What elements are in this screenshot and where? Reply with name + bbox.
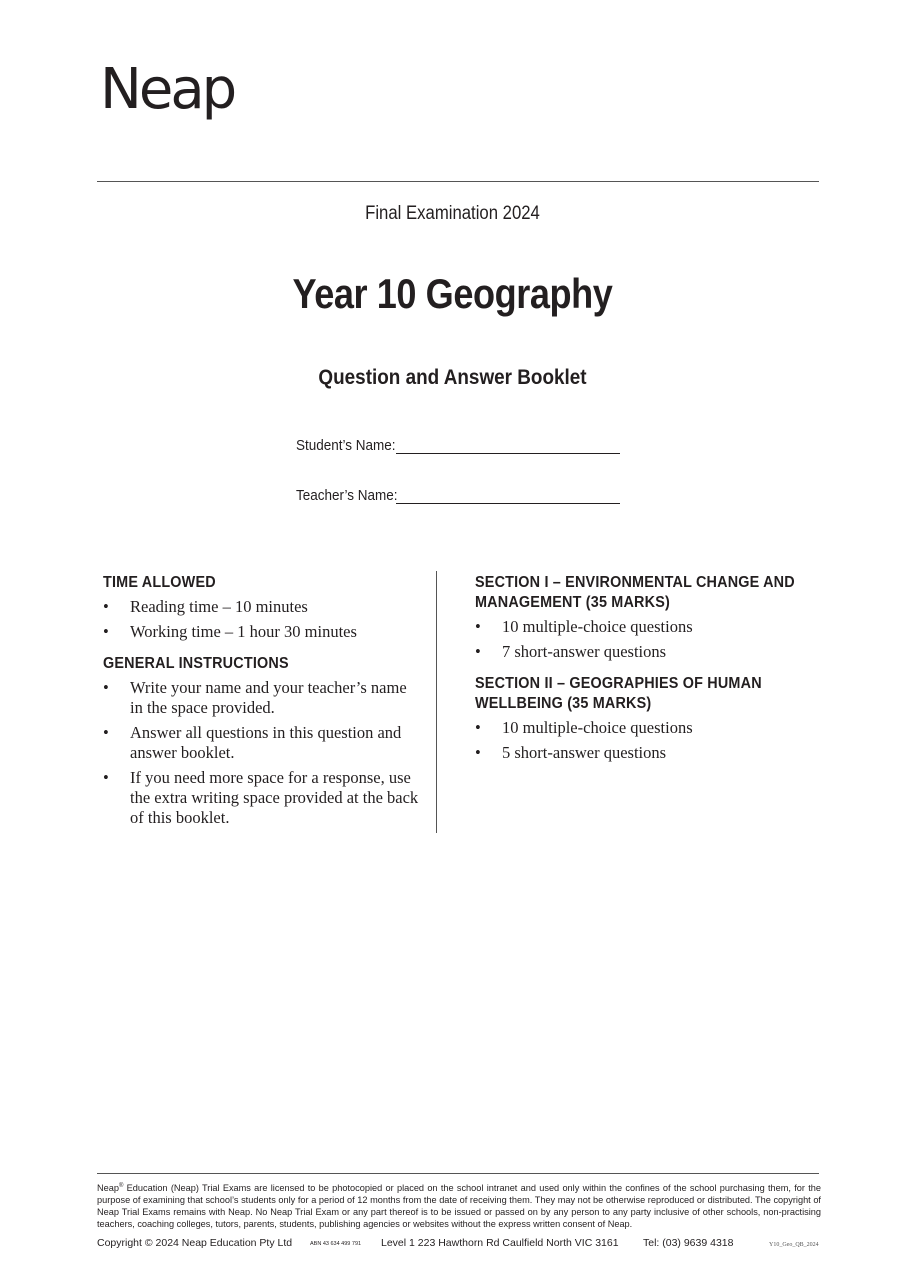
instructions-column: [103, 573, 423, 840]
teacher-name-label: Teacher’s Name:: [296, 487, 398, 504]
column-divider: [436, 571, 437, 833]
bullet: •: [475, 617, 481, 636]
list-item-text: Answer all questions in this question and answer booklet.: [130, 723, 402, 762]
bullet: •: [475, 642, 481, 661]
footer-divider: [97, 1173, 819, 1174]
footer-contact-row: [97, 1237, 821, 1251]
section-2-list: [475, 718, 805, 763]
section-2-heading: SECTION II – GEOGRAPHIES OF HUMAN WELLBEING (35 MARKS): [475, 675, 762, 712]
copyright-text: Copyright © 2024 Neap Education Pty Ltd: [97, 1237, 293, 1249]
teacher-name-field[interactable]: [396, 485, 620, 504]
bullet: •: [103, 622, 109, 641]
footer-brand: Neap: [97, 1183, 119, 1194]
list-item: [103, 678, 423, 718]
list-item-text: 5 short-answer questions: [502, 743, 667, 762]
time-allowed-heading: TIME ALLOWED: [103, 574, 216, 591]
student-name-row: [296, 432, 620, 454]
bullet: •: [475, 743, 481, 762]
booklet-subtitle: Question and Answer Booklet: [318, 366, 587, 389]
bullet: •: [475, 718, 481, 737]
list-item: [475, 718, 805, 738]
list-item-text: Reading time – 10 minutes: [130, 597, 308, 616]
list-item: [103, 768, 423, 828]
telephone-text: Tel: (03) 9639 4318: [643, 1237, 734, 1249]
list-item: [103, 597, 423, 617]
student-name-field[interactable]: [396, 435, 620, 454]
bullet: •: [103, 723, 109, 742]
list-item: [475, 743, 805, 763]
bullet: •: [103, 597, 109, 616]
general-instructions-heading: GENERAL INSTRUCTIONS: [103, 655, 289, 672]
list-item: [475, 642, 805, 662]
neap-logo: Neap: [100, 57, 235, 122]
page-title: Year 10 Geography: [292, 270, 613, 317]
list-item: [103, 622, 423, 642]
header-divider: [97, 181, 819, 182]
abn-text: ABN 43 634 499 791: [310, 1241, 362, 1247]
bullet: •: [103, 768, 109, 787]
document-code: Y10_Geo_QB_2024: [769, 1242, 819, 1248]
registered-mark: ®: [118, 1183, 124, 1189]
section-1-heading: SECTION I – ENVIRONMENTAL CHANGE AND MANAGEMENT (35 MARKS): [475, 574, 795, 611]
section-1-list: [475, 617, 805, 662]
footer-legal-text: [97, 1180, 821, 1230]
list-item-text: 10 multiple-choice questions: [502, 718, 693, 737]
sections-column: [475, 573, 805, 775]
bullet: •: [103, 678, 109, 697]
list-item: [103, 723, 423, 763]
list-item-text: Working time – 1 hour 30 minutes: [130, 622, 357, 641]
address-text: Level 1 223 Hawthorn Rd Caulfield North VIC 3161: [381, 1237, 619, 1249]
list-item: [475, 617, 805, 637]
footer-legal-body: Education (Neap) Trial Exams are licensed to be photocopied or placed on the school intranet and used only within the confines of the school purchasing them, for the purpose of examining that school’s students only for a period of 12 months from the date of receiving them. They may not be otherwise reproduced or distributed. The copyright of Neap Trial Exams remains with Neap. No Neap Trial Exam or any part thereof is to be issued or passed on by any person to any party inclusive of other schools, non-practising teachers, coaching colleges, tutors, parents, students, publishing agencies or websites without the express written consent of Neap.: [97, 1183, 821, 1230]
time-allowed-list: [103, 597, 423, 642]
student-name-label: Student’s Name:: [296, 437, 396, 454]
list-item-text: 7 short-answer questions: [502, 642, 667, 661]
exam-line: Final Examination 2024: [365, 203, 540, 224]
general-instructions-list: [103, 678, 423, 828]
list-item-text: Write your name and your teacher’s name in the space provided.: [130, 678, 407, 717]
list-item-text: If you need more space for a response, use the extra writing space provided at the back of this booklet.: [130, 768, 419, 827]
teacher-name-row: [296, 482, 620, 504]
list-item-text: 10 multiple-choice questions: [502, 617, 693, 636]
